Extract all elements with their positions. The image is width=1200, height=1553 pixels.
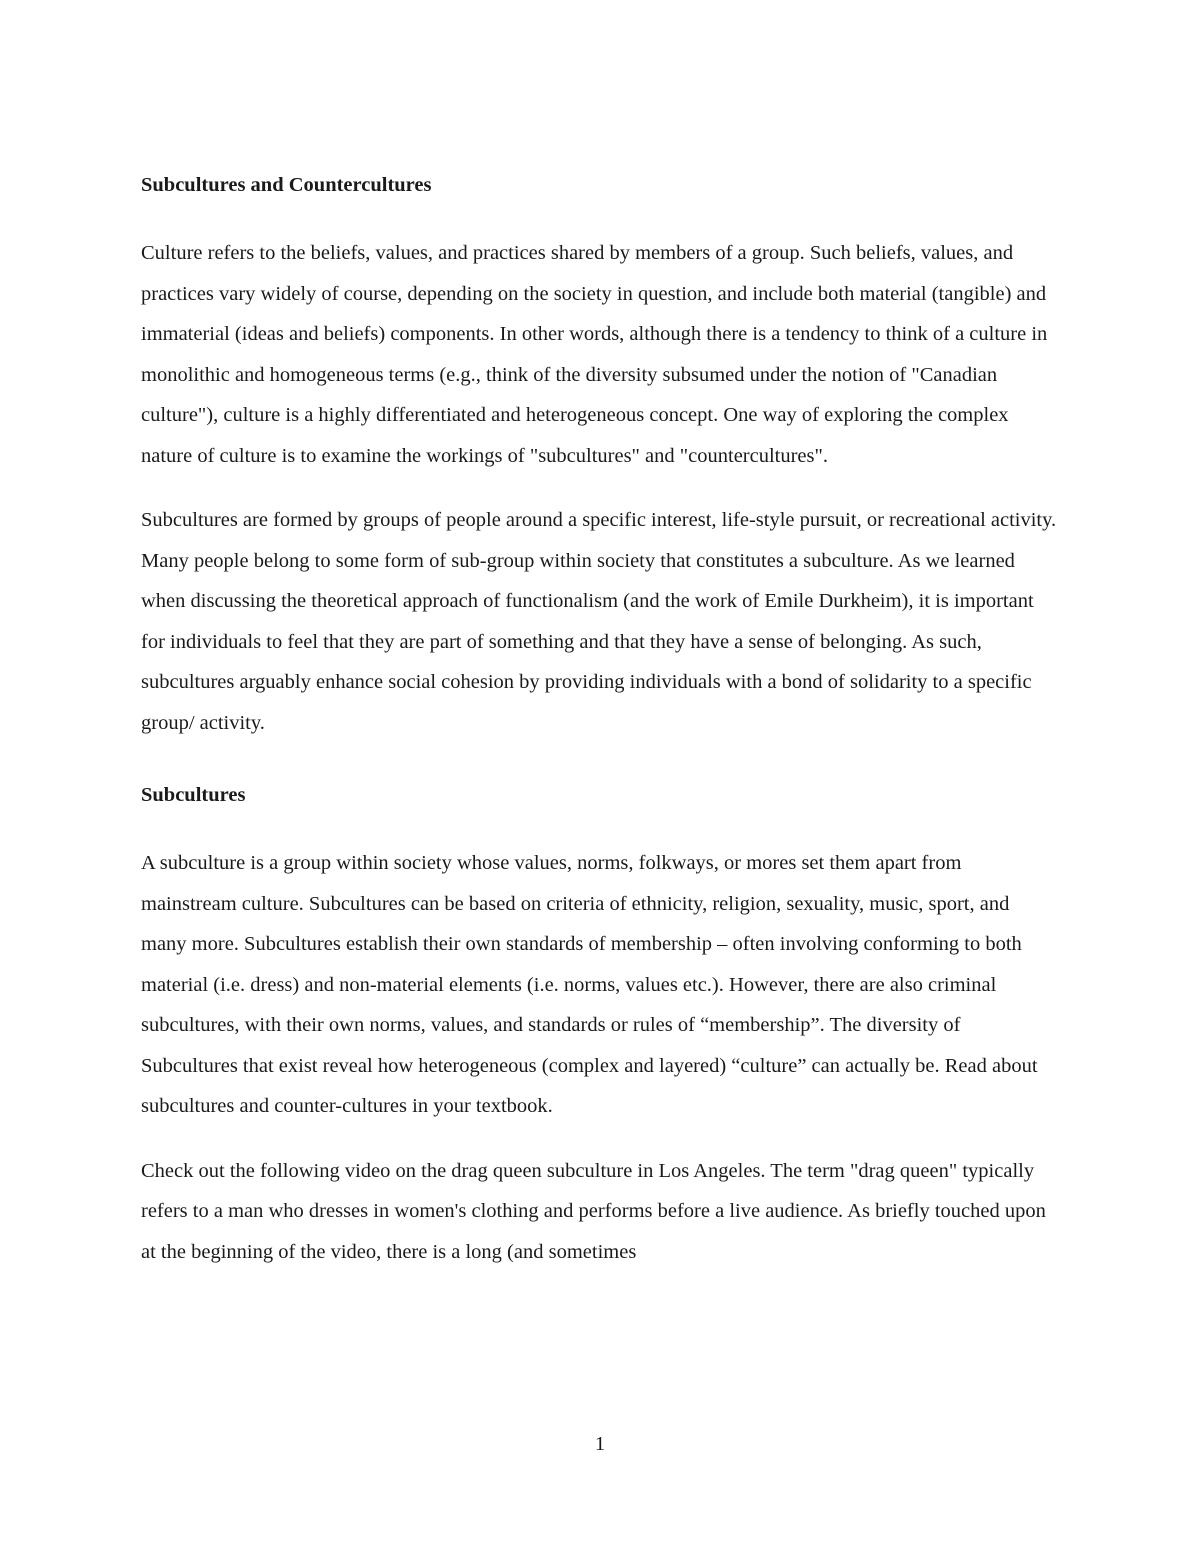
document-body — [141, 167, 1059, 1272]
paragraph-culture-definition: Culture refers to the beliefs, values, and practices shared by members of a group. Such beliefs, values, and practices vary widely of course, depending on the society in question, and include both material (tangible) and immaterial (ideas and beliefs) components. In other words, although there is a tendency to think of a culture in monolithic and homogeneous terms (e.g., think of the diversity subsumed under the notion of "Canadian culture"), culture is a highly differentiated and heterogeneous concept. One way of exploring the complex nature of culture is to examine the workings of "subcultures" and "countercultures". — [141, 242, 1048, 467]
paragraph-subcultures-formation: Subcultures are formed by groups of people around a specific interest, life-style pursuit, or recreational activity. Many people belong to some form of sub-group within society that constitutes a subculture. As we learned when discussing the theoretical approach of functionalism (and the work of Emile Durkheim), it is important for individuals to feel that they are part of something and that they have a sense of belonging. As such, subcultures arguably enhance social cohesion by providing individuals with a bond of solidarity to a specific group/ activity. — [141, 509, 1057, 734]
paragraph-drag-queen-video: Check out the following video on the drag queen subculture in Los Angeles. The term "drag queen" typically refers to a man who dresses in women's clothing and performs before a live audience. As briefly touched upon at the beginning of the video, there is a long (and sometimes — [141, 1159, 1046, 1263]
paragraph-subculture-definition: A subculture is a group within society whose values, norms, folkways, or mores set them apart from mainstream culture. Subcultures can be based on criteria of ethnicity, religion, sexuality, music, sport, and many more. Subcultures establish their own standards of membership – often involving conforming to both material (i.e. dress) and non-material elements (i.e. norms, values etc.). However, there are also criminal subcultures, with their own norms, values, and standards or rules of “membership”. The diversity of Subcultures that exist reveal how heterogeneous (complex and layered) “culture” can actually be. Read about subcultures and counter-cultures in your textbook. — [141, 852, 1038, 1117]
page-number: 1 — [594, 1433, 606, 1455]
section-heading-subcultures: Subcultures — [141, 784, 246, 806]
section-heading-main: Subcultures and Countercultures — [141, 174, 432, 196]
